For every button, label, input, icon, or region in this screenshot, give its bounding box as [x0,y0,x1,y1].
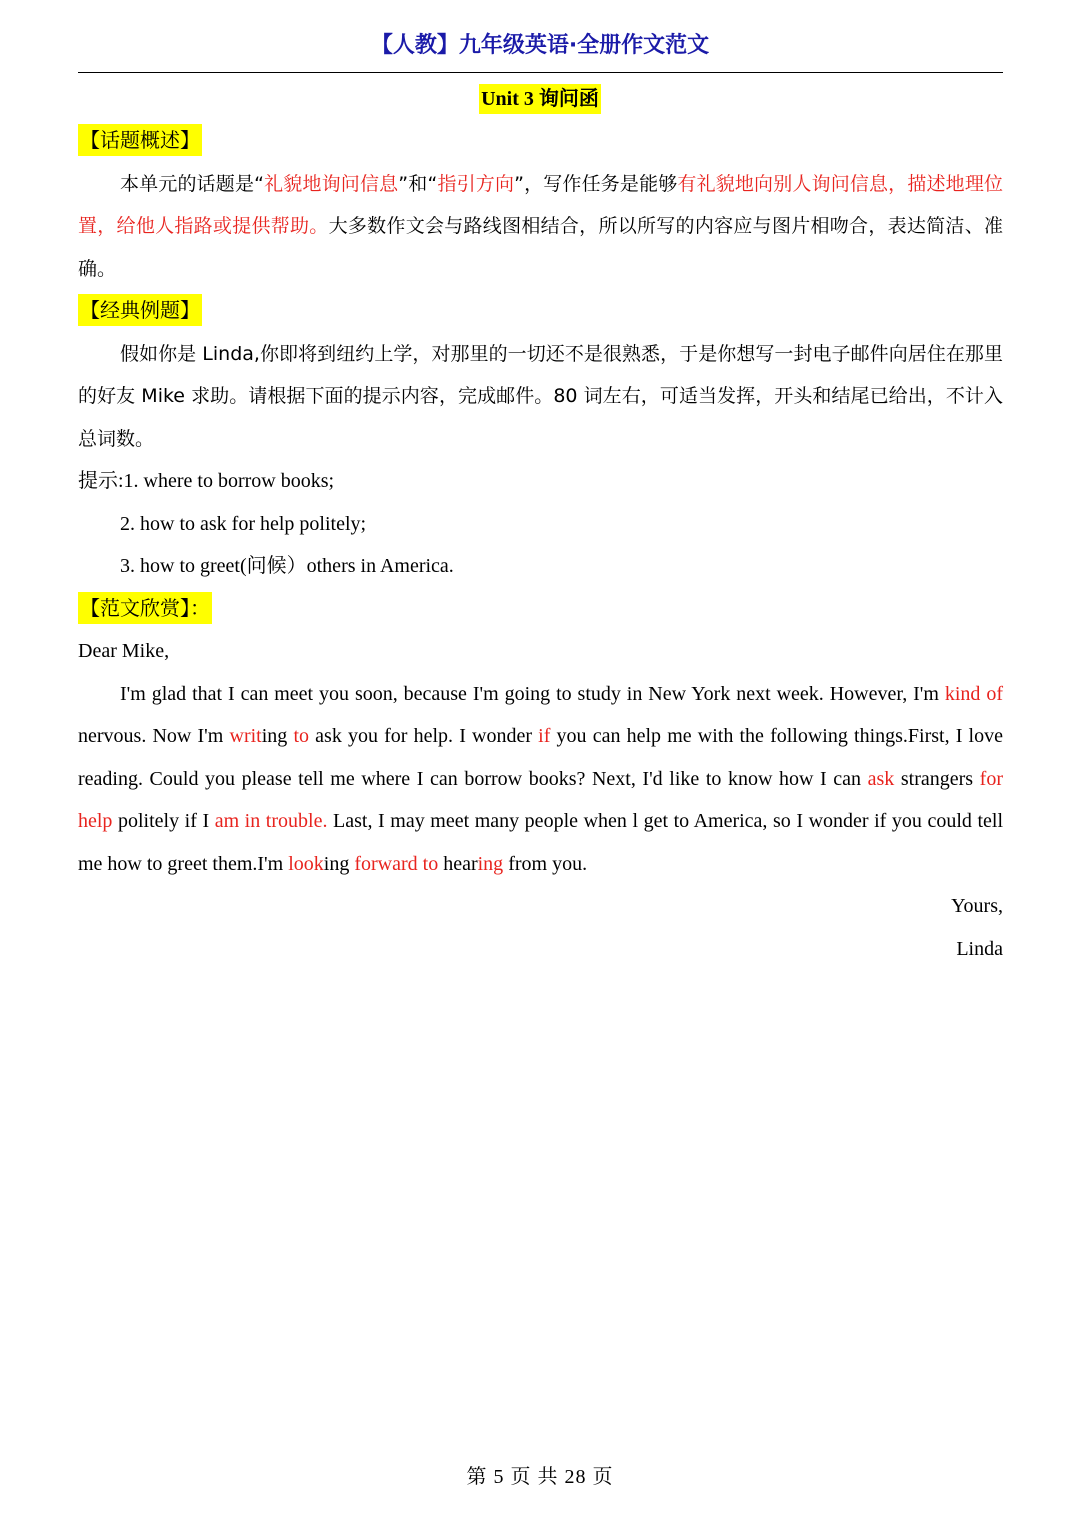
key-phrase: ing [477,852,504,875]
letter-body-paragraph [78,673,1003,886]
unit-title: Unit 3 询问函 [479,84,601,114]
letter-salutation: Dear Mike, [78,640,170,662]
page-number-footer: 第 5 页 共 28 页 [466,1466,614,1488]
text-segment: you can help me with the following things.First, I love reading. Could you please tell me where I can borrow books? Next, I'd like to know how I can [78,725,1003,790]
key-phrase: forward to [354,852,439,875]
text-segment: 本单元的话题是“ [120,172,264,195]
text-segment: Last, I may meet many people when l get to America, so I wonder if you could tell me how to greet them.I'm [78,810,1004,875]
text-segment: ing [261,725,294,747]
key-phrase: am in trouble. [214,810,328,832]
text-segment: ing [323,852,355,875]
text-segment: ”和“ [398,172,438,195]
key-phrase: look [288,852,324,875]
hint-line-1: 提示:1. where to borrow books; [78,470,335,492]
text-segment: ask you for help. I wonder [309,725,539,747]
text-segment: ”，写作任务是能够 [514,172,678,195]
key-phrase: to [293,725,309,747]
example-prompt-paragraph: 假如你是 Linda,你即将到纽约上学，对那里的一切还不是很熟悉，于是你想写一封电子邮件向居住在那里的好友 Mike 求助。请根据下面的提示内容，完成邮件。80 词左右，可适当发挥，开头和结尾已给出，不计入总词数。 [78,342,1003,450]
hint-line-2: 2. how to ask for help politely; [120,512,367,535]
key-phrase: for help [78,767,1003,832]
unit-title-wrap [0,84,1080,114]
key-phrase: kind of [944,682,1003,705]
document-header-title: 【人教】九年级英语·全册作文范文 [370,33,710,58]
letter-closing: Yours, [951,895,1003,917]
section-heading-sample-essay: 【范文欣赏】： [78,592,212,624]
key-phrase: ask [867,767,895,790]
section-heading-topic-overview: 【话题概述】 [78,124,202,156]
highlight-text: 礼貌地询问信息 [263,172,399,195]
section-heading-example-question: 【经典例题】 [78,294,202,326]
header-rule [78,72,1003,73]
text-segment: 大多数作文会与路线图相结合，所以所写的内容应与图片相吻合，表达简洁、准确。 [78,215,1003,280]
text-segment: I'm glad that I can meet you soon, because I'm going to study in New York next week. However, I'm [120,682,945,705]
letter-signature: Linda [956,937,1003,960]
text-segment: hear [438,852,478,875]
key-phrase: if [538,725,551,747]
highlight-text: 有礼貌地向别人询问信息，描述地理位置，给他人指路或提供帮助。 [78,172,1003,237]
text-segment: from you. [503,852,588,875]
topic-overview-paragraph [78,163,1003,291]
text-segment: politely if I [112,810,215,832]
key-phrase: writ [229,725,262,747]
text-segment: strangers [894,767,980,790]
hint-line-3: 3. how to greet(问候）others in America. [120,555,454,577]
highlight-text: 指引方向 [437,172,515,195]
document-body [78,120,1003,970]
text-segment: nervous. Now I'm [78,725,230,747]
